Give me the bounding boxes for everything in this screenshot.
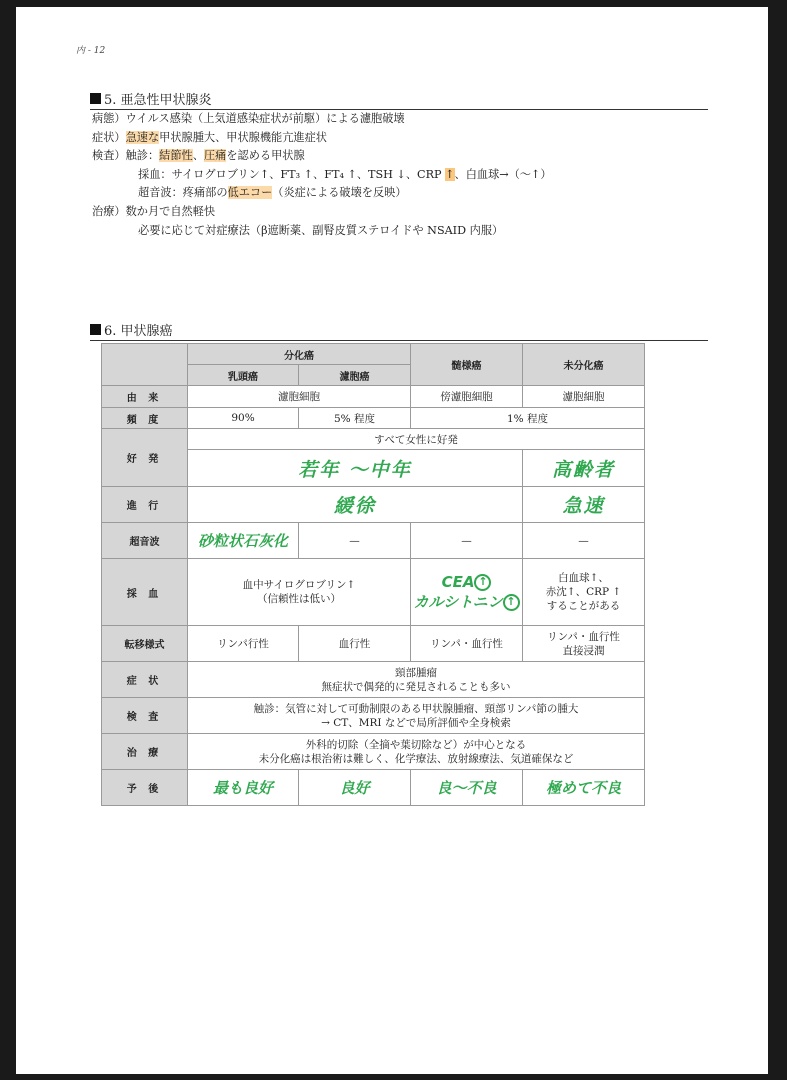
table-row: 超音波 砂粒状石灰化 — — — [102, 523, 645, 559]
row-label-progression: 進 行 [102, 487, 188, 523]
square-bullet-icon [90, 324, 101, 335]
handwritten-note: 良～不良 [411, 770, 523, 806]
table-row: 治 療 外科的切除（全摘や葉切除など）が中心となる 未分化癌は根治術は難しく、化学療法、放射線療法、気道確保など [102, 734, 645, 770]
table-row: 由 来 濾胞細胞 傍濾胞細胞 濾胞細胞 [102, 386, 645, 408]
table-row [102, 770, 645, 806]
header-papillary: 乳頭癌 [188, 365, 299, 386]
page-number: 内 - 12 [76, 46, 106, 56]
arrow-up-circle-icon: ↑ [503, 594, 520, 611]
highlight: ↑ [445, 167, 455, 181]
section-6-heading [90, 320, 708, 341]
document-page [16, 7, 768, 1074]
row-label-prognosis: 予 後 [102, 770, 188, 806]
highlight: 低エコー [227, 186, 273, 200]
row-label-predilection: 好 発 [102, 429, 188, 487]
section-5-body [92, 110, 552, 240]
table-row: 頻 度 90% 5% 程度 1% 程度 [102, 408, 645, 429]
line-symptoms: 症状）急速な甲状腺腫大、甲状腺機能亢進症状 [92, 130, 327, 144]
row-label-origin: 由 来 [102, 386, 188, 408]
thyroid-cancer-table [101, 343, 645, 806]
line-ultrasound: 超音波：疼痛部の低エコー（炎症による破壊を反映） [138, 186, 407, 200]
highlight: 急速な [125, 130, 160, 144]
table-row: 症 状 頸部腫瘤 無症状で偶発的に発見されることも多い [102, 662, 645, 698]
row-label-metastasis: 転移様式 [102, 626, 188, 662]
line-treatment: 治療）数か月で自然軽快 [92, 204, 216, 218]
handwritten-note: 急速 [523, 487, 645, 523]
section-5-title: 5. 亜急性甲状腺炎 [104, 93, 212, 108]
table-row [102, 487, 645, 523]
highlight: 圧痛 [203, 149, 227, 163]
row-label-symptoms: 症 状 [102, 662, 188, 698]
handwritten-note: CEA ↑ カルシトニン ↑ [411, 559, 523, 626]
line-exam: 検査）触診：結節性、圧痛を認める甲状腺 [92, 149, 305, 163]
header-follicular: 濾胞癌 [299, 365, 411, 386]
row-label-frequency: 頻 度 [102, 408, 188, 429]
square-bullet-icon [90, 93, 101, 104]
table-row: 採 血 血中サイログロブリン↑ （信頼性は低い） CEA ↑ カルシトニン ↑ 白血球↑、 赤沈↑、CRP ↑ することがある [102, 559, 645, 626]
row-label-exam: 検 査 [102, 698, 188, 734]
handwritten-note: 極めて不良 [523, 770, 645, 806]
header-anaplastic: 未分化癌 [523, 344, 645, 386]
table-row [102, 344, 645, 365]
line-pathology: 病態）ウイルス感染（上気道感染症状が前駆）による濾胞破壊 [92, 112, 405, 125]
table-row: 転移様式 リンパ行性 血行性 リンパ・血行性 リンパ・血行性 直接浸潤 [102, 626, 645, 662]
row-label-treatment: 治 療 [102, 734, 188, 770]
handwritten-note: 最も良好 [188, 770, 299, 806]
corner-cell [102, 344, 188, 386]
row-label-blood: 採 血 [102, 559, 188, 626]
handwritten-note: 高齢者 [523, 450, 645, 487]
row-label-ultrasound: 超音波 [102, 523, 188, 559]
highlight: 結節性 [159, 149, 193, 163]
handwritten-note: 緩徐 [188, 487, 523, 523]
handwritten-note: 若年 ～中年 [188, 450, 523, 487]
line-blood: 採血：サイログロブリン↑、FT₃ ↑、FT₄ ↑、TSH ↓、CRP ↑、白血球→（～↑） [138, 167, 552, 181]
section-5-heading [90, 89, 708, 110]
handwritten-note: 砂粒状石灰化 [188, 523, 299, 559]
arrow-up-circle-icon: ↑ [474, 574, 491, 591]
handwritten-note: 良好 [299, 770, 411, 806]
header-differentiated: 分化癌 [188, 344, 411, 365]
header-medullary: 髄様癌 [411, 344, 523, 386]
line-treatment-2: 必要に応じて対症療法（β遮断薬、副腎皮質ステロイドや NSAID 内服） [138, 223, 504, 237]
table-row: 検 査 触診：気管に対して可動制限のある甲状腺腫瘤、頸部リンパ節の腫大 → CT、MRI などで局所評価や全身検索 [102, 698, 645, 734]
section-6-title: 6. 甲状腺癌 [104, 324, 173, 339]
table-row: 好 発 すべて女性に好発 [102, 429, 645, 450]
